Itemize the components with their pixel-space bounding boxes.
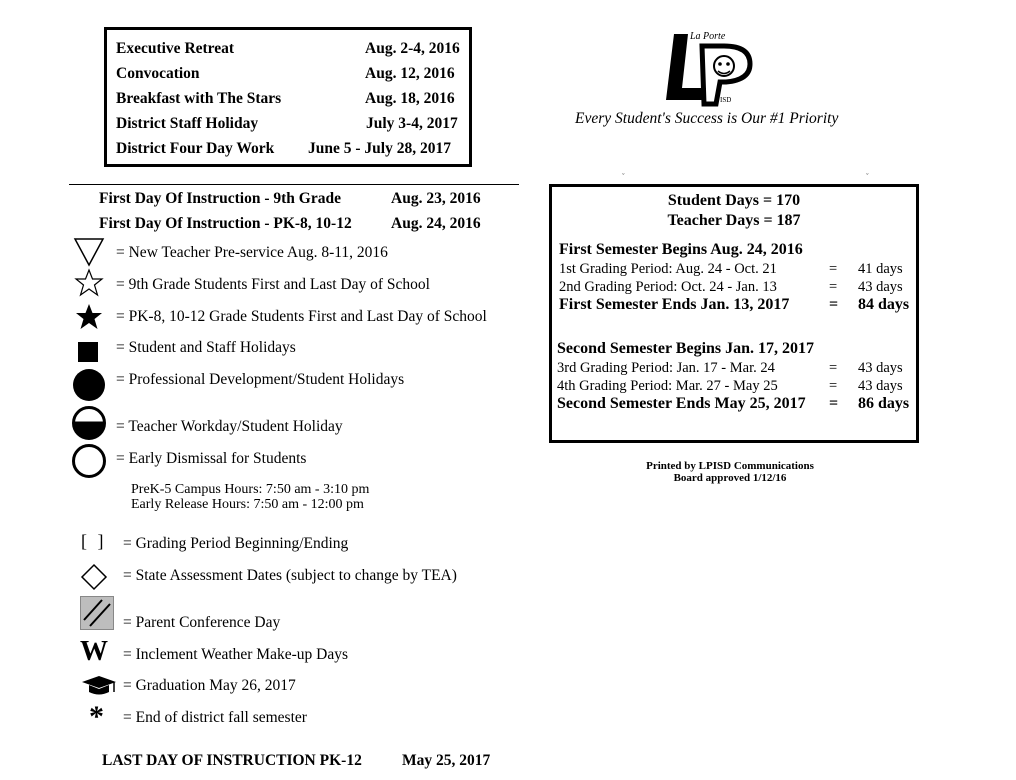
first-semester-ends: First Semester Ends Jan. 13, 2017 (559, 296, 790, 313)
legend-workday: = Teacher Workday/Student Holiday (116, 418, 343, 435)
grading-period-days: 41 days (858, 261, 903, 277)
last-day-label: LAST DAY OF INSTRUCTION PK-12 (102, 752, 362, 769)
hatched-square-icon (80, 596, 114, 630)
first-day-label: First Day Of Instruction - 9th Grade (99, 190, 341, 207)
legend-parent-conf: = Parent Conference Day (123, 614, 281, 631)
asterisk-icon: * (89, 700, 104, 733)
circle-outline-icon (72, 444, 106, 478)
campus-hours: PreK-5 Campus Hours: 7:50 am - 3:10 pm (131, 482, 370, 497)
first-day-date: Aug. 23, 2016 (391, 190, 481, 207)
event-label: District Four Day Work (116, 140, 275, 157)
printed-line: Printed by LPISD Communications (646, 460, 814, 472)
square-filled-icon (78, 342, 98, 362)
grading-period-days: 43 days (858, 279, 903, 295)
grading-period-label: 4th Grading Period: Mar. 27 - May 25 (557, 378, 778, 394)
tagline: Every Student's Success is Our #1 Priority (575, 110, 839, 127)
event-date: July 3-4, 2017 (366, 115, 458, 132)
diamond-outline-icon (80, 563, 108, 591)
second-semester-begins: Second Semester Begins Jan. 17, 2017 (557, 340, 815, 357)
grading-period-label: 1st Grading Period: Aug. 24 - Oct. 21 (559, 261, 777, 277)
bulldog-logo-icon (662, 30, 762, 110)
legend-graduation: = Graduation May 26, 2017 (123, 677, 296, 694)
second-semester-ends-days: 86 days (858, 395, 910, 412)
grading-period-days: 43 days (858, 378, 903, 394)
district-logo (662, 30, 762, 110)
bracket-icon: [ ] (81, 531, 107, 551)
circle-filled-icon (72, 368, 106, 402)
tick-mark: ˇ (866, 172, 869, 181)
legend-weather: = Inclement Weather Make-up Days (123, 646, 348, 663)
printed-note (560, 460, 900, 484)
event-date: Aug. 2-4, 2016 (365, 40, 460, 57)
legend-holidays: = Student and Staff Holidays (116, 339, 296, 356)
events-box (104, 27, 472, 167)
grading-period-eq: = (829, 378, 838, 394)
star-filled-icon (74, 302, 104, 332)
legend-state-assessment: = State Assessment Dates (subject to change by TEA) (123, 567, 457, 584)
grading-period-eq: = (829, 279, 838, 295)
legend-prof-dev: = Professional Development/Student Holidays (116, 371, 405, 388)
event-label: Breakfast with The Stars (116, 90, 282, 107)
logo-bottom-text: ISD (720, 96, 732, 104)
event-date: June 5 - July 28, 2017 (308, 140, 451, 157)
circle-half-icon (72, 406, 106, 440)
event-label: Convocation (116, 65, 200, 82)
legend-new-teacher: = New Teacher Pre-service Aug. 8-11, 2016 (116, 244, 388, 261)
first-semester-ends-eq: = (829, 296, 839, 313)
legend-fall-end: = End of district fall semester (123, 709, 307, 726)
grading-period-label: 2nd Grading Period: Oct. 24 - Jan. 13 (559, 279, 777, 295)
graduation-cap-icon (80, 674, 118, 698)
legend-ninth-grade: = 9th Grade Students First and Last Day of School (116, 276, 430, 293)
divider (69, 184, 519, 185)
last-day-date: May 25, 2017 (402, 752, 491, 769)
first-semester-ends-days: 84 days (858, 296, 910, 313)
first-day-label: First Day Of Instruction - PK-8, 10-12 (99, 215, 352, 232)
stats-box (549, 184, 919, 443)
legend-grading: = Grading Period Beginning/Ending (123, 535, 349, 552)
legend-pk8: = PK-8, 10-12 Grade Students First and Last Day of School (116, 308, 487, 325)
tick-mark: ˇ (622, 172, 625, 181)
second-semester-ends-eq: = (829, 395, 839, 412)
event-label: District Staff Holiday (116, 115, 259, 132)
event-date: Aug. 12, 2016 (365, 65, 455, 82)
logo-top-text: La Porte (690, 31, 726, 42)
early-release-hours: Early Release Hours: 7:50 am - 12:00 pm (131, 497, 364, 512)
teacher-days: Teacher Days = 187 (667, 212, 801, 229)
student-days: Student Days = 170 (667, 192, 801, 209)
first-day-date: Aug. 24, 2016 (391, 215, 481, 232)
grading-period-days: 43 days (858, 360, 903, 376)
triangle-down-icon (73, 237, 105, 267)
grading-period-eq: = (829, 261, 838, 277)
second-semester-ends: Second Semester Ends May 25, 2017 (557, 395, 806, 412)
weather-w-icon: W (80, 636, 108, 667)
star-outline-icon (74, 268, 104, 298)
event-date: Aug. 18, 2016 (365, 90, 455, 107)
event-label: Executive Retreat (116, 40, 235, 57)
board-approved-line: Board approved 1/12/16 (673, 472, 787, 484)
first-semester-begins: First Semester Begins Aug. 24, 2016 (559, 241, 803, 258)
grading-period-eq: = (829, 360, 838, 376)
legend-early-dismissal: = Early Dismissal for Students (116, 450, 307, 467)
grading-period-label: 3rd Grading Period: Jan. 17 - Mar. 24 (557, 360, 775, 376)
